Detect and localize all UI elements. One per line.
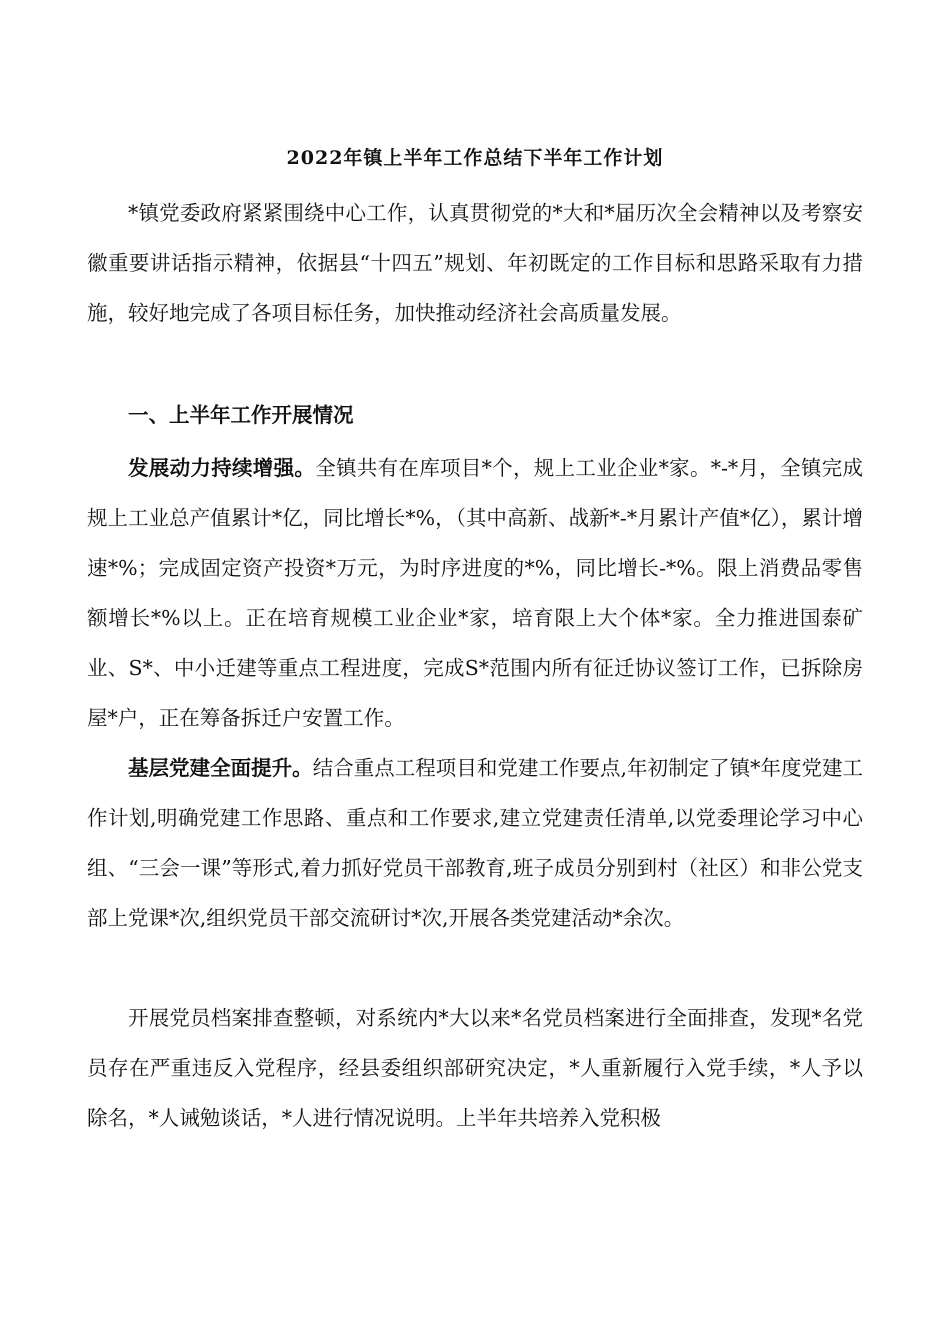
party-building-paragraph [87, 743, 863, 943]
development-paragraph [87, 443, 863, 743]
section-heading-first-half: 一、上半年工作开展情况 [128, 403, 354, 427]
development-lead: 发展动力持续增强。 [128, 456, 316, 480]
party-building-lead: 基层党建全面提升。 [128, 756, 313, 780]
document-title: 2022年镇上半年工作总结下半年工作计划 [286, 147, 664, 169]
development-body: 全镇共有在库项目*个，规上工业企业*家。*-*月，全镇完成规上工业总产值累计*亿，同比增长*%，（其中高新、战新*-*月累计产值*亿），累计增速*%；完成固定资产投资*万元，为时序进度的*%，同比增长-*%。限上消费品零售额增长*%以上。正在培育规模工业企业*家，培育限上大个体*家。全力推进国泰矿业、S*、中小迁建等重点工程进度，完成S*范围内所有征迁协议签订工作，已拆除房屋*户，正在筹备拆迁户安置工作。 [87, 456, 863, 730]
party-building-body: 结合重点工程项目和党建工作要点,年初制定了镇*年度党建工作计划,明确党建工作思路、重点和工作要求,建立党建责任清单,以党委理论学习中心组、“三会一课”等形式,着力抓好党员干部教育,班子成员分别到村（社区）和非公党支部上党课*次,组织党员干部交流研讨*次,开展各类党建活动*余次。 [87, 756, 864, 930]
archive-paragraph: 开展党员档案排查整顿，对系统内*大以来*名党员档案进行全面排查，发现*名党员存在严重违反入党程序，经县委组织部研究决定，*人重新履行入党手续，*人予以除名，*人诫勉谈话，*人进行情况说明。上半年共培养入党积极 [87, 1006, 863, 1130]
intro-paragraph: *镇党委政府紧紧围绕中心工作，认真贯彻党的*大和*届历次全会精神以及考察安徽重要讲话指示精神，依据县“十四五”规划、年初既定的工作目标和思路采取有力措施，较好地完成了各项目标任务，加快推动经济社会高质量发展。 [87, 201, 863, 325]
